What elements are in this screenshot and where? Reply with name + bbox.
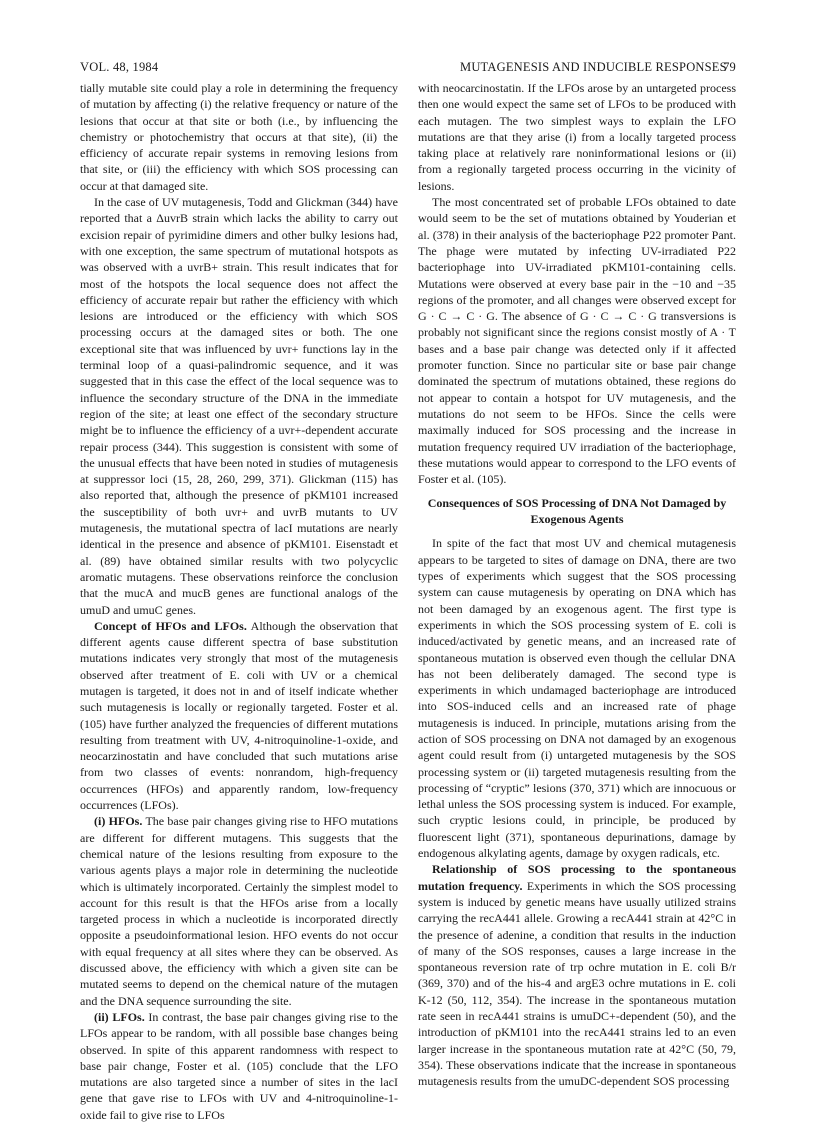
left-column	[80, 80, 398, 1123]
paragraph-text: Experiments in which the SOS processing system is induced by genetic means have usually utilized strains carrying the recA441 allele. Growing a recA441 strain at 42°C in the presence of adenine, a condition that results in the induction of many of the SOS responses, causes a large increase in the spontaneous reversion rate of trp ochre mutation in E. coli B/r (369, 370) and of the his-4 and argE3 ochre mutations in E. coli K-12 (50, 112, 354). The increase in the spontaneous mutation rate seen in recA441 strains is umuDC+-dependent (50), and the introduction of pKM101 into the recA441 strains led to an even larger increase in the spontaneous mutation rate at 42°C (50, 79, 354). These observations indicate that the increase in spontaneous mutagenesis results from the umuDC-dependent SOS processing	[418, 878, 736, 1089]
paragraph: tially mutable site could play a role in determining the frequency of mutation by affecting (i) the relative frequency or nature of the lesions that occur at that site or both (i.e., by influencing the chemistry or photochemistry that occurs at that site), (ii) the efficiency of accurate repair systems in removing lesions from that site, or (iii) the efficiency with which SOS processing can occur at that damaged site.	[80, 81, 398, 193]
right-column	[418, 80, 736, 1090]
paragraph: In spite of the fact that most UV and chemical mutagenesis appears to be targeted to sites of damage on DNA, there are two types of experiments which suggest that the SOS processing system can cause mutagenesis by operating on DNA which has not been damaged by an exogenous agent. The first type is experiments in which the SOS processing system of E. coli is induced/activated by genetic means, and an increased rate of spontaneous mutation is observed even though the cellular DNA has not been deliberately damaged. The second type is experiments in which undamaged bacteriophage are introduced into SOS-induced cells and an increased rate of phage mutagenesis is induced. In principle, mutations arising from the action of SOS processing on DNA not damaged by an exogenous agent could result from (i) untargeted mutagenesis by the SOS processing system or (ii) targeted mutagenesis resulting from the processing of “cryptic” lesions (370, 371) which are innocuous or lethal unless the SOS processing system is induced. For example, such cryptic lesions could, in principle, be produced by fluorescent light (371), spontaneous depurinations, damage by endogenous alkylating agents, damage by oxygen radicals, etc.	[418, 536, 736, 861]
paragraph: with neocarcinostatin. If the LFOs arose by an untargeted process then one would expect the same set of LFOs to be produced with each mutagen. The two simplest ways to explain the LFO mutations are that they arise (i) from a locally targeted process taking place at relatively rare noninformational lesions or (ii) from a regionally targeted process occurring in the vicinity of lesions.	[418, 81, 736, 193]
run-in-heading: (i) HFOs.	[94, 814, 143, 829]
paragraph	[418, 861, 736, 1089]
paragraph-text: The base pair changes giving rise to HFO mutations are different for different mutagens. This suggests that the chemical nature of the lesions resulting from exposure to the various agents plays a major role in determining the nucleotide which is ultimately incorporated. Certainly the simplest model to account for this result is that the HFOs arise from a locally targeted process in which a nucleotide is incorporated directly opposite a pseudoinformational lesion. HFO events do not occur with equal frequency at all sites where they can be observed. As discussed above, the efficiency with which a given site can be mutated seems to depend on the chemical nature of the mutagen and the DNA sequence surrounding the site.	[80, 814, 398, 1008]
section-heading: Consequences of SOS Processing of DNA Not Damaged by Exogenous Agents	[427, 496, 727, 527]
run-in-heading: Relationship of SOS processing to the spontaneous mutation frequency.	[418, 862, 736, 893]
paragraph-text: In contrast, the base pair changes giving rise to the LFOs appear to be random, with all possible base changes being observed. In spite of this apparent randomness with respect to base pair change, Foster et al. (105) conclude that the LFO mutations are also targeted since a number of sites in the lacI gene that gave rise to LFOs with UV and 4-nitroquinoline-1-oxide fail to give rise to LFOs	[80, 1009, 398, 1122]
paragraph: The most concentrated set of probable LFOs obtained to date would seem to be the set of mutations obtained by Youderian et al. (378) in their analysis of the bacteriophage P22 promoter Pant. The phage were mutated by infecting UV-irradiated P22 bacteriophage into UV-irradiated pKM101-containing cells. Mutations were observed at every base pair in the −10 and −35 regions of the promoter, and all changes were observed except for G · C → C · G. The absence of G · C → C · G transversions is probably not significant since the regions consist mostly of A · T bases and a base pair change was detected only if it affected promoter function. Since no particular site or base pair change dominated the spectrum of mutations obtained, these regions do not appear to contain a hotspot for UV mutagenesis, and the mutations do not seem to be HFOs. Since the cells were maximally induced for SOS processing and the increase in mutation frequency required UV irradiation of the bacteriophage, these mutations would appear to correspond to the LFO events of Foster et al. (105).	[418, 195, 736, 487]
paragraph	[80, 813, 398, 1009]
paragraph	[80, 1009, 398, 1123]
run-in-heading: (ii) LFOs.	[94, 1009, 145, 1024]
page-number: 79	[723, 60, 736, 74]
journal-volume: VOL. 48, 1984	[80, 60, 159, 74]
running-title: MUTAGENESIS AND INDUCIBLE RESPONSES	[460, 60, 727, 74]
paragraph: In the case of UV mutagenesis, Todd and Glickman (344) have reported that a ΔuvrB strain which lacks the ability to carry out excision repair of pyrimidine dimers and other bulky lesions had, with one exception, the same spectrum of mutational hotspots as was observed with a uvrB+ strain. This result indicates that for most of the hotspots the local sequence does not affect the efficiency of accurate repair but rather the efficiency with which lesions are introduced or the efficiency with which SOS processing occurs at the damaged sites or both. The one exceptional site that was influenced by uvr+ functions lay in the terminal loop of a quasi-palindromic sequence, and it was suggested that in this case the effect of the local sequence was to influence the secondary structure of the DNA in the immediate region of the site; at least one effect of the secondary structure might be to influence the efficiency of a uvr+-dependent accurate repair process (344). This suggestion is consistent with some of the unusual effects that have been noted in studies of mutagenesis at suppressor loci (15, 28, 260, 299, 371). Glickman (115) has also reported that, although the presence of pKM101 increased the susceptibility of both uvr+ and uvrB mutants to UV mutagenesis, the mutational spectra of lacI mutations are nearly identical in the presence and absence of pKM101. Eisenstadt et al. (89) have obtained similar results with two polycyclic aromatic mutagens. These observations reinforce the conclusion that the mucA and mucB genes are functional analogs of the umuD and umuC genes.	[80, 195, 398, 617]
paragraph	[80, 618, 398, 814]
paragraph-text: Although the observation that different agents cause different spectra of base substitution mutations indicates very strongly that most of the mutagenesis observed after treatment of E. coli with UV or a chemical mutagen is targeted, it does not in and of itself indicate whether such mutagenesis is locally or regionally targeted. Foster et al. (105) have further analyzed the frequencies of different mutations resulting from treatment with UV, 4-nitroquinoline-1-oxide, and neocarzinostatin and have concluded that such mutations arise from two classes of events: nonrandom, high-frequency occurrences (HFOs) and apparently random, low-frequency occurrences (LFOs).	[80, 618, 399, 813]
running-header	[80, 60, 736, 80]
run-in-heading: Concept of HFOs and LFOs.	[94, 618, 247, 633]
